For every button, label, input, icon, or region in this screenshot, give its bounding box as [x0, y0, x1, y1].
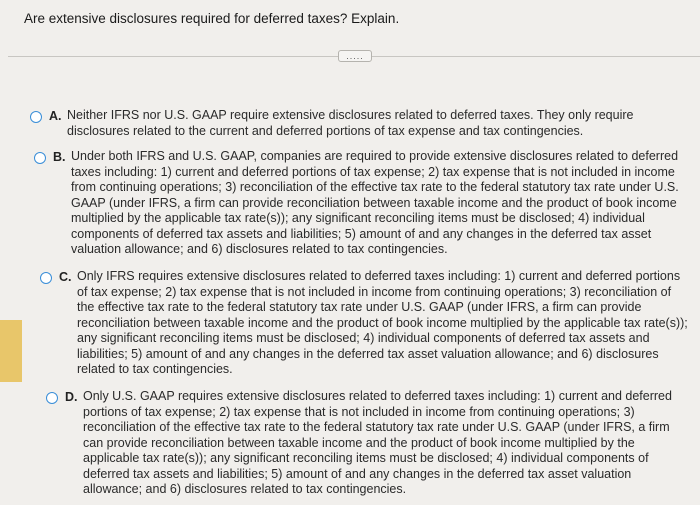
- answer-option-b[interactable]: [34, 149, 694, 258]
- option-letter-d: D.: [65, 390, 78, 404]
- answer-option-c[interactable]: [40, 269, 690, 378]
- option-letter-a: A.: [49, 109, 62, 123]
- radio-button-c[interactable]: [40, 272, 52, 284]
- option-text-c: Only IFRS requires extensive disclosures related to deferred taxes including: 1) current and deferred portions of tax expense; 2) tax expense that is not included in income from continuing operations; 3) reconciliation of the effective tax rate to the federal statutory tax rate under U.S. GAAP (under IFRS, a firm can provide reconciliation between taxable income and the product of book income multiplied by the applicable tax rate(s)); any significant reconciling items must be disclosed; 4) individual components of deferred tax assets and liabilities; 5) amount of and any changes in the deferred tax asset valuation allowance; and 6) disclosures related to tax contingencies.: [77, 269, 688, 376]
- option-letter-c: C.: [59, 270, 72, 284]
- option-text-a: Neither IFRS nor U.S. GAAP require extensive disclosures related to deferred taxes. They only require disclosures related to the current and deferred portions of tax expense and tax contingencies.: [67, 108, 634, 138]
- show-more-button[interactable]: .....: [338, 50, 372, 62]
- answer-option-d[interactable]: [46, 389, 690, 498]
- radio-button-d[interactable]: [46, 392, 58, 404]
- question-text: Are extensive disclosures required for deferred taxes? Explain.: [24, 11, 400, 26]
- option-text-d: Only U.S. GAAP requires extensive disclosures related to deferred taxes including: 1) current and deferred portions of tax expense; 2) tax expense that is not included in income from continuing operations; 3) reconciliation of the effective tax rate to the federal statutory tax rate under U.S. GAAP (under IFRS, a firm can provide reconciliation between taxable income and the product of book income multiplied by the applicable tax rate(s)); any significant reconciling items must be disclosed; 4) individual components of deferred tax assets and liabilities; 5) amount of and any changes in the deferred tax asset valuation allowance; and 6) disclosures related to tax contingencies.: [83, 389, 672, 496]
- side-highlight-bar: [0, 320, 22, 382]
- option-letter-b: B.: [53, 150, 66, 164]
- radio-button-a[interactable]: [30, 111, 42, 123]
- answer-option-a[interactable]: [30, 108, 680, 139]
- radio-button-b[interactable]: [34, 152, 46, 164]
- option-text-b: Under both IFRS and U.S. GAAP, companies are required to provide extensive disclosures related to deferred taxes including: 1) current and deferred portions of tax expense; 2) tax expense that is not included in income from continuing operations; 3) reconciliation of the effective tax rate to the federal statutory tax rate under U.S. GAAP (under IFRS, a firm can provide reconciliation between taxable income and the product of book income multiplied by the applicable tax rate(s)); any significant reconciling items must be disclosed; 4) individual components of deferred tax assets and liabilities; 5) amount of and any changes in the deferred tax asset valuation allowance; and 6) disclosures related to tax contingencies.: [71, 149, 679, 256]
